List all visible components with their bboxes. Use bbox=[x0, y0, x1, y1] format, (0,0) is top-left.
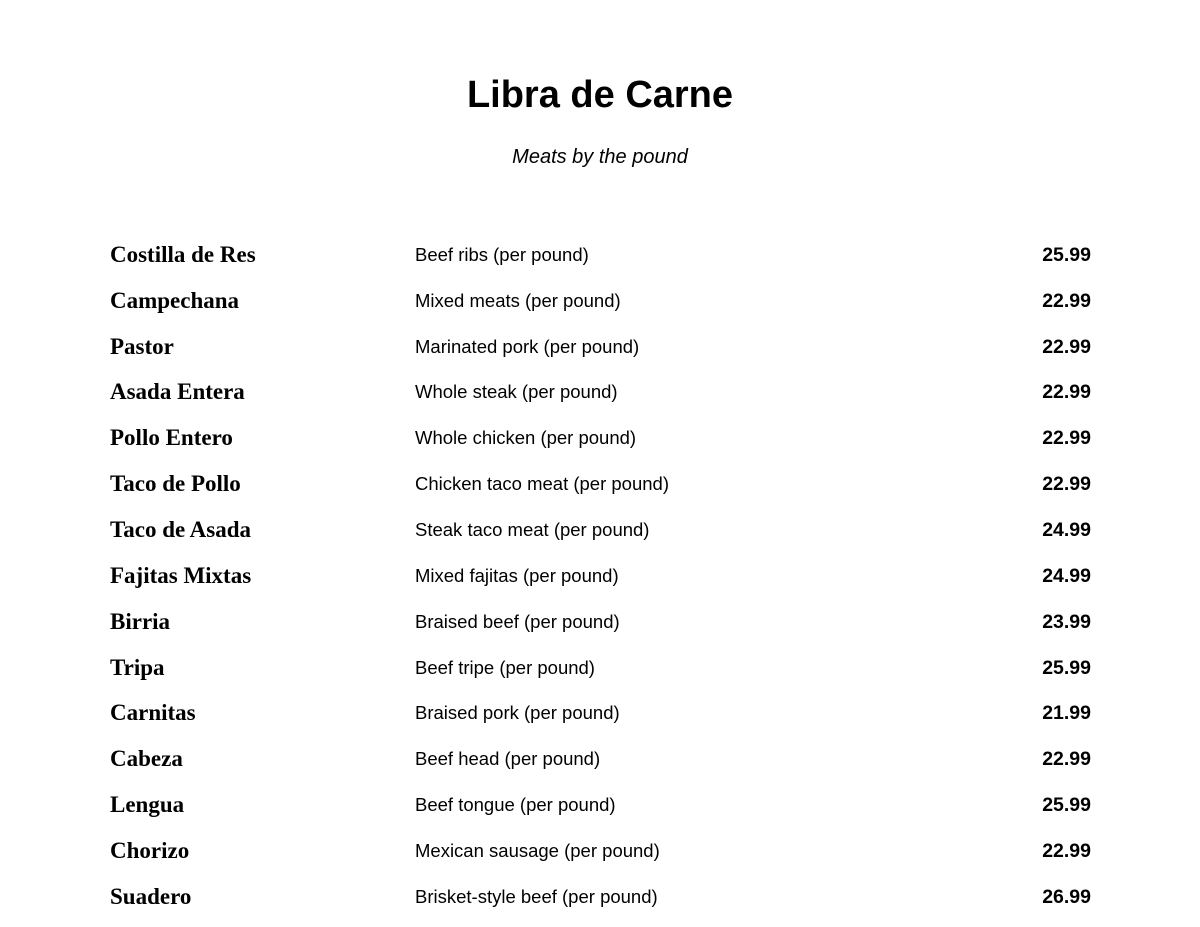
item-name: Taco de Asada bbox=[110, 516, 252, 542]
menu-item-row bbox=[110, 415, 1091, 461]
item-name: Campechana bbox=[110, 287, 240, 313]
item-price: 26.99 bbox=[1042, 885, 1091, 908]
item-name: Pastor bbox=[110, 333, 174, 359]
item-price: 21.99 bbox=[1042, 702, 1091, 725]
item-name: Pollo Entero bbox=[110, 425, 233, 451]
item-name: Birria bbox=[110, 608, 171, 634]
item-name: Asada Entera bbox=[110, 379, 245, 405]
item-name: Carnitas bbox=[110, 700, 196, 726]
item-name: Tripa bbox=[110, 654, 165, 680]
page-title: Libra de Carne bbox=[466, 74, 734, 116]
menu-item-row bbox=[110, 278, 1091, 324]
item-name: Cabeza bbox=[110, 746, 183, 772]
item-price: 23.99 bbox=[1042, 610, 1091, 633]
item-price: 22.99 bbox=[1042, 427, 1091, 450]
item-description: Beef ribs (per pound) bbox=[415, 243, 589, 265]
menu-item-row bbox=[110, 324, 1091, 370]
menu-item-row bbox=[110, 232, 1091, 278]
item-name: Taco de Pollo bbox=[110, 471, 241, 497]
item-description: Braised beef (per pound) bbox=[415, 610, 620, 632]
item-price: 25.99 bbox=[1042, 656, 1091, 679]
page-subtitle: Meats by the pound bbox=[512, 146, 688, 168]
item-description: Mixed meats (per pound) bbox=[415, 289, 621, 311]
item-price: 22.99 bbox=[1042, 839, 1091, 862]
item-description: Mexican sausage (per pound) bbox=[415, 839, 660, 861]
item-description: Steak taco meat (per pound) bbox=[415, 518, 650, 540]
item-price: 22.99 bbox=[1042, 289, 1091, 312]
menu-item-row bbox=[110, 782, 1091, 828]
item-price: 25.99 bbox=[1042, 243, 1091, 266]
item-description: Marinated pork (per pound) bbox=[415, 335, 640, 357]
item-price: 25.99 bbox=[1042, 794, 1091, 817]
menu-item-row bbox=[110, 874, 1091, 920]
menu-item-row bbox=[110, 507, 1091, 553]
item-price: 22.99 bbox=[1042, 473, 1091, 496]
item-description: Chicken taco meat (per pound) bbox=[415, 473, 669, 495]
menu-item-row bbox=[110, 645, 1091, 691]
item-description: Beef tripe (per pound) bbox=[415, 656, 595, 678]
menu-item-row bbox=[110, 461, 1091, 507]
item-name: Lengua bbox=[110, 792, 185, 818]
menu-item-row bbox=[110, 828, 1091, 874]
menu-item-row bbox=[110, 370, 1091, 416]
item-price: 22.99 bbox=[1042, 748, 1091, 771]
item-description: Braised pork (per pound) bbox=[415, 702, 620, 724]
item-description: Whole chicken (per pound) bbox=[415, 427, 637, 449]
item-price: 22.99 bbox=[1042, 381, 1091, 404]
item-price: 22.99 bbox=[1042, 335, 1091, 358]
item-name: Chorizo bbox=[110, 837, 190, 863]
item-description: Beef tongue (per pound) bbox=[415, 794, 616, 816]
menu-item-row bbox=[110, 599, 1091, 645]
menu-list bbox=[110, 232, 1091, 920]
item-name: Suadero bbox=[110, 883, 192, 909]
menu-item-row bbox=[110, 690, 1091, 736]
item-description: Whole steak (per pound) bbox=[415, 381, 618, 403]
item-price: 24.99 bbox=[1042, 564, 1091, 587]
item-description: Brisket-style beef (per pound) bbox=[415, 885, 658, 907]
item-description: Mixed fajitas (per pound) bbox=[415, 564, 619, 586]
item-description: Beef head (per pound) bbox=[415, 748, 601, 770]
menu-item-row bbox=[110, 736, 1091, 782]
item-name: Fajitas Mixtas bbox=[110, 562, 252, 588]
item-price: 24.99 bbox=[1042, 518, 1091, 541]
menu-item-row bbox=[110, 553, 1091, 599]
item-name: Costilla de Res bbox=[110, 241, 256, 267]
